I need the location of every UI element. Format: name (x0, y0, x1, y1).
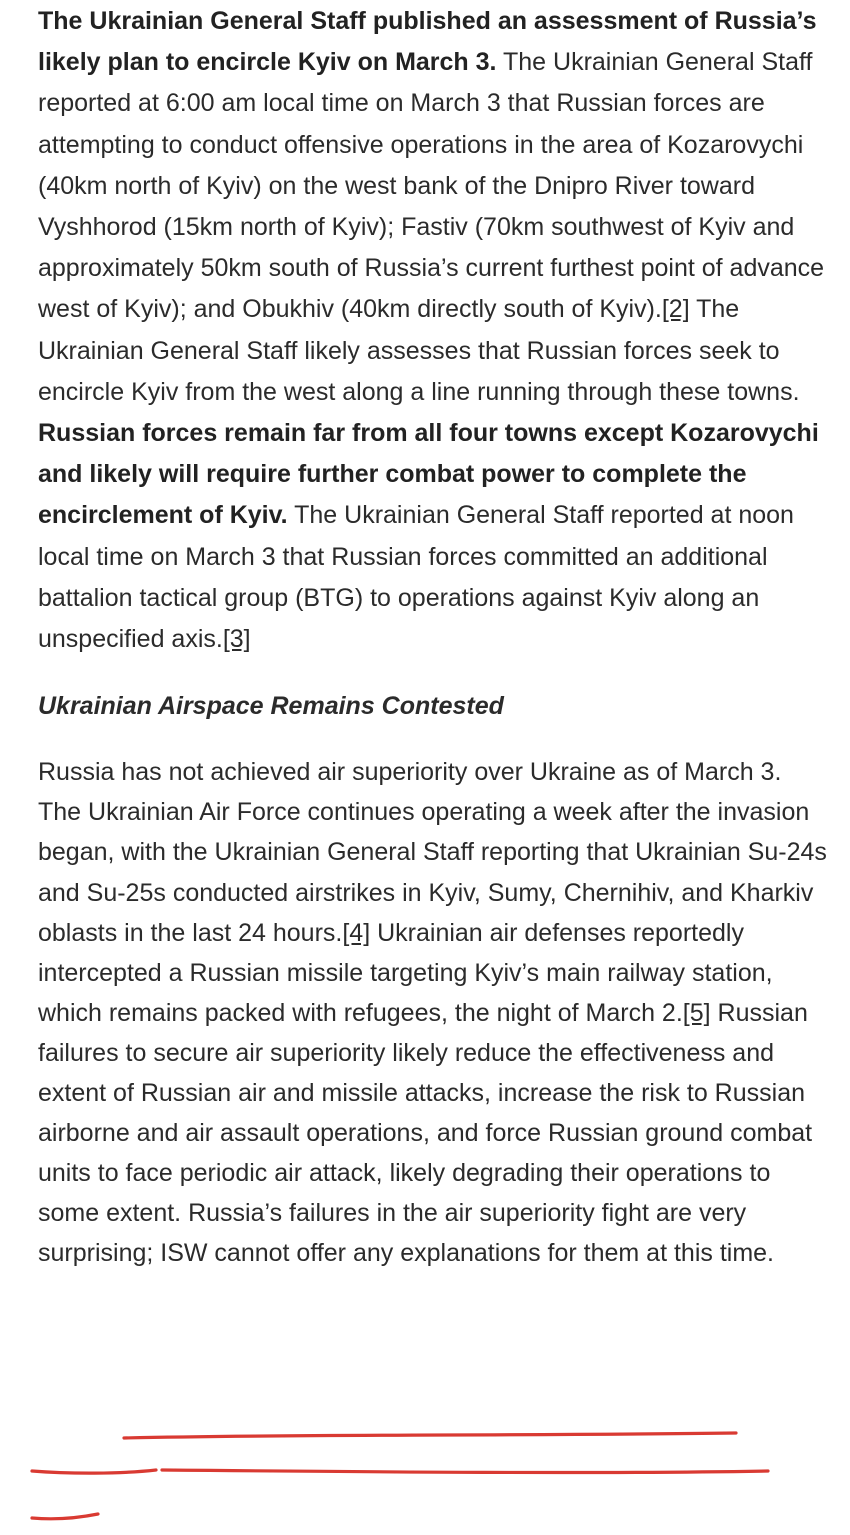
bold-key-finding: Russian forces remain far from all four towns except Kozarovychi and likely will require further combat power to complete the encirclement of Kyiv. (38, 419, 819, 530)
underline-stroke-4 (32, 1514, 98, 1519)
paragraph-text: The Ukrainian General Staff reported at 6:00 am local time on March 3 that Russian forces are attempting to conduct offensive operations in the area of Kozarovychi (40km north of Kyiv) on the west bank of the Dnipro River toward Vyshhorod (15km north of Kyiv); Fastiv (70km southwest of Kyiv and approximately 50km south of Russia’s current furthest point of advance west of Kyiv); and Obukhiv (40km directly south of Kyiv). (38, 48, 825, 324)
article-body (38, 0, 828, 1273)
paragraph-text: Russian failures to secure air superiority likely reduce the effectiveness and extent of Russian air and missile attacks, increase the risk to Russian airborne and air assault operations, and force Russian ground combat units to face periodic air attack, likely degrading their operations to some extent. Russia’s failures in the air superiority fight are very surprising; ISW cannot offer any explanations for them at this time. (38, 998, 813, 1268)
footnote-link-4[interactable]: [4] (342, 918, 371, 947)
paragraph-airspace (38, 752, 828, 1273)
paragraph-text: The Ukrainian General Staff reported at noon local time on March 3 that Russian forces committed an additional battalion tactical group (BTG) to operations against Kyiv along an unspecified axis. (38, 501, 794, 654)
paragraph-text: Russia has not achieved air superiority over Ukraine as of March 3. The Ukrainian Air Force continues operating a week after the invasion began, with the Ukrainian General Staff reporting that Ukrainian Su-24s and Su-25s conducted airstrikes in Kyiv, Sumy, Chernihiv, and Kharkiv oblasts in the last 24 hours. (38, 758, 827, 947)
underline-stroke-3 (162, 1470, 768, 1473)
footnote-link-2[interactable]: [2] (661, 295, 690, 324)
bold-lead-sentence: The Ukrainian General Staff published an assessment of Russia’s likely plan to encircle Kyiv on March 3. (38, 7, 817, 77)
paragraph-encirclement (38, 0, 828, 660)
footnote-link-5[interactable]: [5] (682, 998, 711, 1027)
underline-stroke-1 (124, 1433, 736, 1438)
footnote-link-3[interactable]: [3] (222, 625, 251, 654)
section-heading: Ukrainian Airspace Remains Contested (38, 692, 504, 721)
paragraph-text: Ukrainian air defenses reportedly intercepted a Russian missile targeting Kyiv’s main railway station, which remains packed with refugees, the night of March 2. (38, 918, 773, 1027)
paragraph-text: The Ukrainian General Staff likely assesses that Russian forces seek to encircle Kyiv from the west along a line running through these towns. (38, 295, 800, 406)
underline-stroke-2 (32, 1470, 156, 1473)
